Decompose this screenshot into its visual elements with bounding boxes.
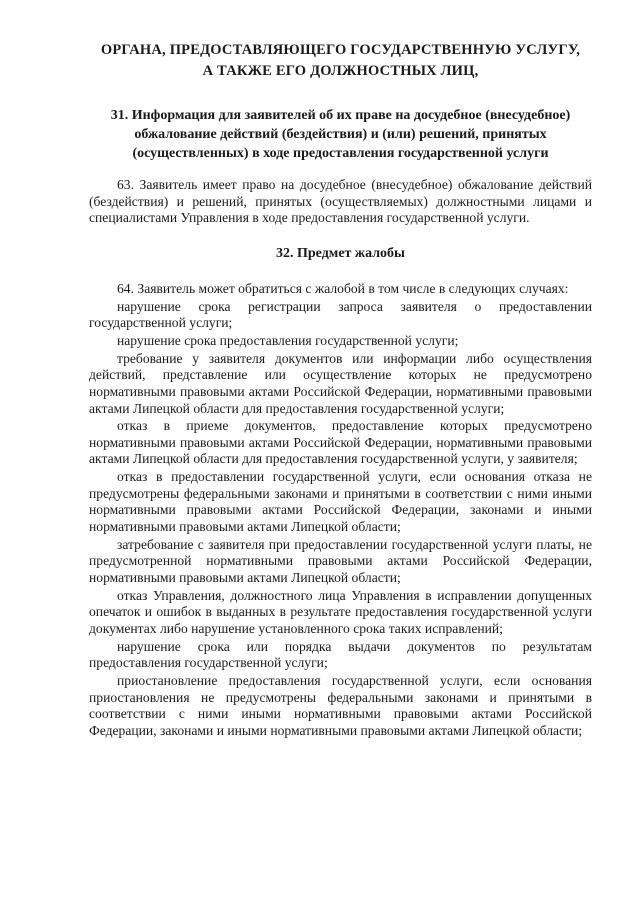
paragraph-64-intro: 64. Заявитель может обратиться с жалобой в том числе в следующих случаях: [117,280,569,296]
section-31-heading-line-2: обжалование действий (бездействия) и (или) решений, принятых [134,127,547,142]
section-32-heading: 32. Предмет жалобы [276,245,405,261]
list-item: отказ в предоставлении государственной услуги, если основания отказа не предусмотрены федеральными законами и принятыми в соответствии с ними иными нормативными правовыми актами Российской Федерации, законами и иными нормативными правовыми актами Липецкой области; [89,469,592,535]
list-item: нарушение срока или порядка выдачи документов по результатам предоставления государственной услуги; [89,638,592,671]
list-item: нарушение срока регистрации запроса заявителя о предоставлении государственной услуги; [89,298,592,331]
paragraph-63: 63. Заявитель имеет право на досудебное (внесудебное) обжалование действий (бездействия) и решений, принятых (осуществляемых) должностными лицами и специалистами Управления в ходе предоставления государственной услуги. [89,177,592,226]
list-item: нарушение срока предоставления государственной услуги; [117,332,459,348]
complaint-cases-list [89,281,592,740]
list-item: приостановление предоставления государственной услуги, если основания приостановления не предусмотрены федеральными законами и принятыми в соответствии с ними иными нормативными правовыми актами Российской Федерации, законами и иными нормативными правовыми актами Липецкой области; [89,673,592,738]
list-item: требование у заявителя документов или информации либо осуществления действий, представление или осуществление которых не предусмотрено нормативными правовыми актами Российской Федерации, нормативными правовыми актами Липецкой области для предоставления государственной услуги; [89,350,592,416]
list-item: затребование с заявителя при предоставлении государственной услуги платы, не предусмотренной нормативными правовыми актами Российской Федерации, нормативными правовыми актами Липецкой области; [89,536,592,585]
section-31-heading-line-3: (осуществленных) в ходе предоставления государственной услуги [132,146,549,161]
list-item: отказ Управления, должностного лица Управления в исправлении допущенных опечаток и ошибок в выданных в результате предоставления государственной услуги документах либо нарушение установленного срока таких исправлений; [89,587,592,636]
section-31-heading-line-1: 31. Информация для заявителей об их праве на досудебное (внесудебное) [110,108,571,123]
list-item: отказ в приеме документов, предоставление которых предусмотрено нормативными правовыми актами Российской Федерации, нормативными правовыми актами Липецкой области для предоставления государственной услуги, у заявителя; [89,418,592,467]
document-title-line-1: ОРГАНА, ПРЕДОСТАВЛЯЮЩЕГО ГОСУДАРСТВЕННУЮ УСЛУГУ, [100,42,581,58]
document-title-line-2: А ТАКЖЕ ЕГО ДОЛЖНОСТНЫХ ЛИЦ, [202,63,479,79]
